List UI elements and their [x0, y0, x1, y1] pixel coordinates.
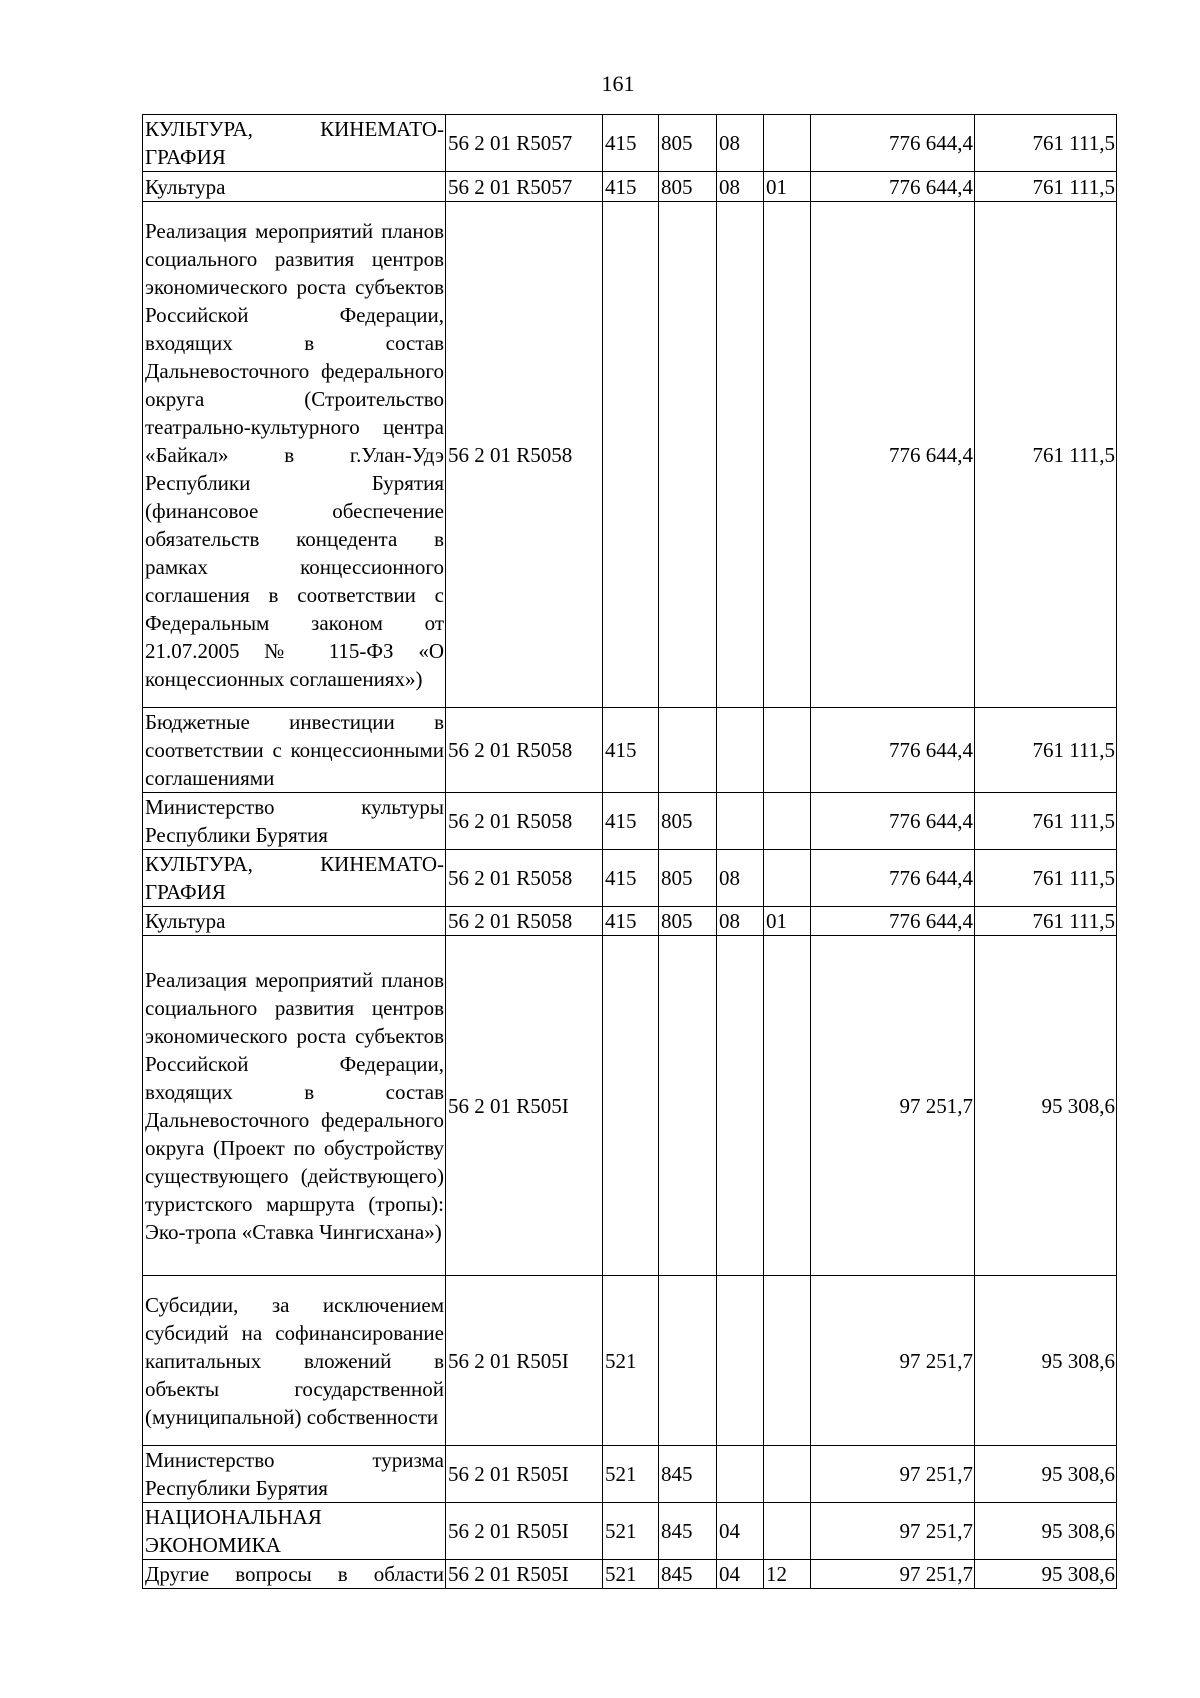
- row-name: Субсидии, за исключением субсидий на софинансирование капитальных вложений в объекты государственной (муниципальной) собственности: [143, 1276, 446, 1446]
- row-name: Культура: [143, 172, 446, 202]
- amount-1: 776 644,4: [811, 907, 975, 936]
- row-name: КУЛЬТУРА, КИНЕМАТО-ГРАФИЯ: [143, 115, 446, 172]
- subsection-code: 01: [764, 172, 811, 202]
- administrator-code: [659, 936, 717, 1276]
- expense-type-code: 415: [603, 907, 659, 936]
- table-row: [143, 1560, 1117, 1589]
- page-number: 161: [601, 71, 635, 96]
- subsection-code: [764, 850, 811, 907]
- subsection-code: [764, 1503, 811, 1560]
- target-article-code: 56 2 01 R505I: [446, 1560, 603, 1589]
- expense-type-code: 415: [603, 850, 659, 907]
- administrator-code: 845: [659, 1560, 717, 1589]
- target-article-code: 56 2 01 R5057: [446, 172, 603, 202]
- amount-1: 776 644,4: [811, 202, 975, 708]
- section-code: 08: [717, 172, 764, 202]
- subsection-code: 12: [764, 1560, 811, 1589]
- row-name: Реализация мероприятий планов социального развития центров экономического роста субъектов Российской Федерации, входящих в состав Дальневосточного федерального округа (Строительство театрально-культурного центра «Байкал» в г.Улан-Удэ Республики Бурятия (финансовое обеспечение обязательств концедента в рамках концессионного соглашения в соответствии с Федеральным законом от 21.07.2005 № 115-ФЗ «О концессионных соглашениях»): [143, 202, 446, 708]
- target-article-code: 56 2 01 R505I: [446, 1276, 603, 1446]
- expense-type-code: 521: [603, 1446, 659, 1503]
- amount-2: 761 111,5: [975, 907, 1117, 936]
- section-code: [717, 708, 764, 793]
- amount-2: 761 111,5: [975, 850, 1117, 907]
- section-code: [717, 1446, 764, 1503]
- administrator-code: 805: [659, 793, 717, 850]
- expense-type-code: 521: [603, 1560, 659, 1589]
- expense-type-code: 521: [603, 1503, 659, 1560]
- section-code: [717, 1276, 764, 1446]
- table-row: [143, 907, 1117, 936]
- expense-type-code: 415: [603, 115, 659, 172]
- expense-type-code: [603, 936, 659, 1276]
- amount-1: 776 644,4: [811, 793, 975, 850]
- administrator-code: 805: [659, 850, 717, 907]
- target-article-code: 56 2 01 R5058: [446, 907, 603, 936]
- table-row: [143, 936, 1117, 1276]
- amount-2: 95 308,6: [975, 1276, 1117, 1446]
- amount-1: 97 251,7: [811, 936, 975, 1276]
- table-row: [143, 1276, 1117, 1446]
- administrator-code: 805: [659, 115, 717, 172]
- target-article-code: 56 2 01 R5058: [446, 202, 603, 708]
- amount-2: 95 308,6: [975, 1446, 1117, 1503]
- table-row: [143, 202, 1117, 708]
- administrator-code: 805: [659, 907, 717, 936]
- amount-1: 776 644,4: [811, 850, 975, 907]
- row-name: Министерство туризма Республики Бурятия: [143, 1446, 446, 1503]
- section-code: 04: [717, 1560, 764, 1589]
- administrator-code: 845: [659, 1446, 717, 1503]
- administrator-code: 805: [659, 172, 717, 202]
- section-code: 08: [717, 907, 764, 936]
- table-row: [143, 115, 1117, 172]
- expense-type-code: [603, 202, 659, 708]
- subsection-code: [764, 1446, 811, 1503]
- row-name: Культура: [143, 907, 446, 936]
- subsection-code: 01: [764, 907, 811, 936]
- amount-1: 97 251,7: [811, 1560, 975, 1589]
- expense-type-code: 415: [603, 172, 659, 202]
- administrator-code: [659, 708, 717, 793]
- amount-2: 761 111,5: [975, 202, 1117, 708]
- amount-1: 776 644,4: [811, 172, 975, 202]
- amount-1: 776 644,4: [811, 708, 975, 793]
- table-row: [143, 850, 1117, 907]
- table-row: [143, 172, 1117, 202]
- subsection-code: [764, 1276, 811, 1446]
- budget-table: [142, 114, 1117, 1589]
- administrator-code: [659, 202, 717, 708]
- target-article-code: 56 2 01 R505I: [446, 1503, 603, 1560]
- row-name: КУЛЬТУРА, КИНЕМАТО-ГРАФИЯ: [143, 850, 446, 907]
- subsection-code: [764, 708, 811, 793]
- amount-1: 776 644,4: [811, 115, 975, 172]
- section-code: 08: [717, 115, 764, 172]
- target-article-code: 56 2 01 R5058: [446, 708, 603, 793]
- amount-2: 95 308,6: [975, 1560, 1117, 1589]
- row-name: НАЦИОНАЛЬНАЯ ЭКОНОМИКА: [143, 1503, 446, 1560]
- row-name: Другие вопросы в области: [143, 1560, 446, 1589]
- target-article-code: 56 2 01 R505I: [446, 1446, 603, 1503]
- section-code: 04: [717, 1503, 764, 1560]
- expense-type-code: 521: [603, 1276, 659, 1446]
- target-article-code: 56 2 01 R505I: [446, 936, 603, 1276]
- amount-2: 761 111,5: [975, 115, 1117, 172]
- subsection-code: [764, 202, 811, 708]
- amount-2: 761 111,5: [975, 172, 1117, 202]
- amount-1: 97 251,7: [811, 1503, 975, 1560]
- table-row: [143, 793, 1117, 850]
- administrator-code: 845: [659, 1503, 717, 1560]
- row-name: Бюджетные инвестиции в соответствии с концессионными соглашениями: [143, 708, 446, 793]
- subsection-code: [764, 115, 811, 172]
- amount-2: 761 111,5: [975, 793, 1117, 850]
- table-row: [143, 1503, 1117, 1560]
- section-code: [717, 793, 764, 850]
- row-name: Реализация мероприятий планов социального развития центров экономического роста субъектов Российской Федерации, входящих в состав Дальневосточного федерального округа (Проект по обустройству существующего (действующего) туристского маршрута (тропы): Эко-тропа «Ставка Чингисхана»): [143, 936, 446, 1276]
- section-code: [717, 202, 764, 708]
- section-code: 08: [717, 850, 764, 907]
- expense-type-code: 415: [603, 793, 659, 850]
- section-code: [717, 936, 764, 1276]
- target-article-code: 56 2 01 R5058: [446, 793, 603, 850]
- table-row: [143, 1446, 1117, 1503]
- amount-1: 97 251,7: [811, 1276, 975, 1446]
- target-article-code: 56 2 01 R5057: [446, 115, 603, 172]
- table-row: [143, 708, 1117, 793]
- amount-1: 97 251,7: [811, 1446, 975, 1503]
- subsection-code: [764, 936, 811, 1276]
- amount-2: 95 308,6: [975, 1503, 1117, 1560]
- amount-2: 95 308,6: [975, 936, 1117, 1276]
- target-article-code: 56 2 01 R5058: [446, 850, 603, 907]
- expense-type-code: 415: [603, 708, 659, 793]
- amount-2: 761 111,5: [975, 708, 1117, 793]
- subsection-code: [764, 793, 811, 850]
- row-name: Министерство культуры Республики Бурятия: [143, 793, 446, 850]
- administrator-code: [659, 1276, 717, 1446]
